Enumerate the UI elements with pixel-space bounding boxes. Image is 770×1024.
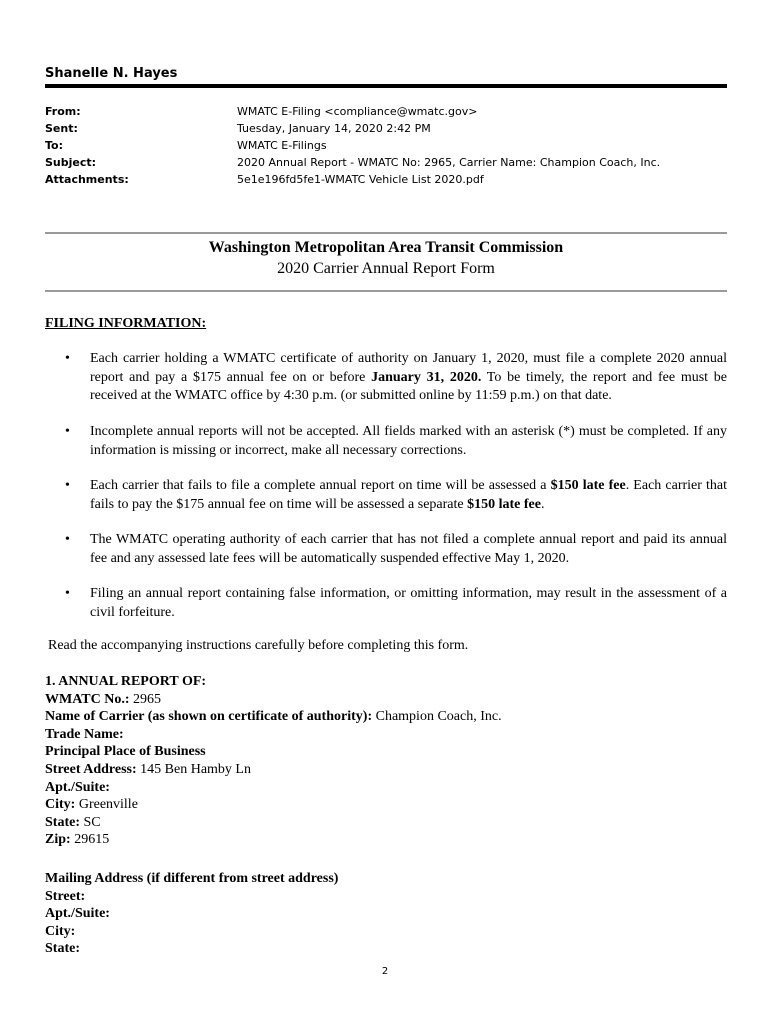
city-value: Greenville	[78, 797, 138, 813]
sender-divider	[45, 84, 727, 88]
zip-field: Zip: 29615	[45, 832, 110, 848]
filing-information-heading: FILING INFORMATION:	[45, 316, 207, 331]
email-header-label: To:	[45, 139, 63, 152]
carrier-name-value: Champion Coach, Inc.	[375, 709, 502, 725]
instructions-note: Read the accompanying instructions carefully before completing this form.	[48, 638, 469, 653]
principal-place-heading: Principal Place of Business	[45, 744, 206, 760]
title-bottom-divider	[45, 290, 727, 292]
mailing-street-field: Street:	[45, 888, 86, 904]
state-value: SC	[83, 814, 101, 830]
sender-name: Shanelle N. Hayes	[45, 66, 178, 81]
email-header-to-row	[45, 137, 660, 154]
mailing-address-heading: Mailing Address (if different from street address)	[45, 871, 339, 886]
email-header-subject-row	[45, 154, 660, 171]
filing-bullet	[45, 423, 727, 460]
bullet-text: Each carrier that fails to file a complete annual report on time will be assessed a $150 late fee. Each carrier that fails to pay the $175 annual fee on time will be assessed a separate $150 late fee.	[90, 478, 728, 512]
carrier-name-field: Name of Carrier (as shown on certificate of authority): Champion Coach, Inc.	[45, 709, 502, 725]
attachment-filename: 5e1e196fd5fe1-WMATC Vehicle List 2020.pdf	[237, 173, 484, 186]
state-field: State: SC	[45, 814, 101, 830]
mailing-city-field: City:	[45, 923, 76, 939]
email-header-label: Attachments:	[45, 173, 129, 186]
street-address-field: Street Address: 145 Ben Hamby Ln	[45, 761, 251, 777]
late-fee: $150 late fee	[550, 478, 626, 493]
email-header-value: 2020 Annual Report - WMATC No: 2965, Carrier Name: Champion Coach, Inc.	[237, 156, 661, 169]
bullet-icon: •	[65, 424, 70, 439]
title-top-divider	[45, 232, 727, 234]
wmatc-number-field: WMATC No.: 2965	[45, 691, 162, 707]
trade-name-field: Trade Name:	[45, 726, 124, 742]
page-number: 2	[381, 966, 389, 977]
email-header-sent-row	[45, 120, 660, 137]
email-header-value: WMATC E-Filing <compliance@wmatc.gov>	[237, 105, 478, 118]
zip-value: 29615	[74, 832, 110, 848]
email-header-value: WMATC E-Filings	[237, 139, 327, 152]
filing-bullet	[45, 585, 727, 622]
mailing-address-section	[45, 870, 338, 958]
mailing-state-field: State:	[45, 941, 80, 957]
filing-bullet	[45, 531, 727, 568]
street-address-value: 145 Ben Hamby Ln	[140, 761, 251, 777]
bullet-text: Incomplete annual reports will not be accepted. All fields marked with an asterisk (*) must be completed. If any information is missing or incorrect, make all necessary corrections.	[90, 424, 727, 458]
filing-bullet	[45, 350, 727, 406]
city-field: City: Greenville	[45, 797, 138, 813]
mailing-apt-suite-field: Apt./Suite:	[45, 906, 110, 922]
bullet-icon: •	[65, 586, 70, 601]
filing-bullet	[45, 477, 727, 514]
email-header-label: Sent:	[45, 122, 78, 135]
bullet-text: Each carrier holding a WMATC certificate of authority on January 1, 2020, must file a complete 2020 annual report and pay a $175 annual fee on or before January 31, 2020. To be timely, the report and fee must be received at the WMATC office by 4:30 p.m. (or submitted online by 11:59 p.m.) on that date.	[90, 351, 727, 403]
annual-report-section	[45, 673, 502, 849]
email-header-value: Tuesday, January 14, 2020 2:42 PM	[237, 122, 431, 135]
bullet-icon: •	[65, 532, 70, 547]
email-header	[45, 103, 660, 188]
bullet-text: The WMATC operating authority of each carrier that has not filed a complete annual report and paid its annual fee and any assessed late fees will be automatically suspended effective May 1, 2020.	[90, 532, 727, 566]
annual-report-heading: 1. ANNUAL REPORT OF:	[45, 674, 207, 689]
bullet-icon: •	[65, 351, 70, 366]
deadline-date: January 31, 2020.	[371, 369, 482, 385]
apt-suite-field: Apt./Suite:	[45, 779, 110, 795]
bullet-text: Filing an annual report containing false information, or omitting information, may result in the assessment of a civil forfeiture.	[90, 586, 727, 620]
email-header-label: Subject:	[45, 156, 97, 169]
email-header-label: From:	[45, 105, 81, 118]
email-header-from-row	[45, 103, 660, 120]
organization-title: Washington Metropolitan Area Transit Commission	[208, 239, 564, 256]
bullet-icon: •	[65, 478, 70, 493]
late-fee: $150 late fee	[467, 496, 541, 512]
wmatc-number-value: 2965	[133, 691, 162, 707]
email-header-attachments-row	[45, 171, 660, 188]
form-title: 2020 Carrier Annual Report Form	[277, 260, 495, 277]
